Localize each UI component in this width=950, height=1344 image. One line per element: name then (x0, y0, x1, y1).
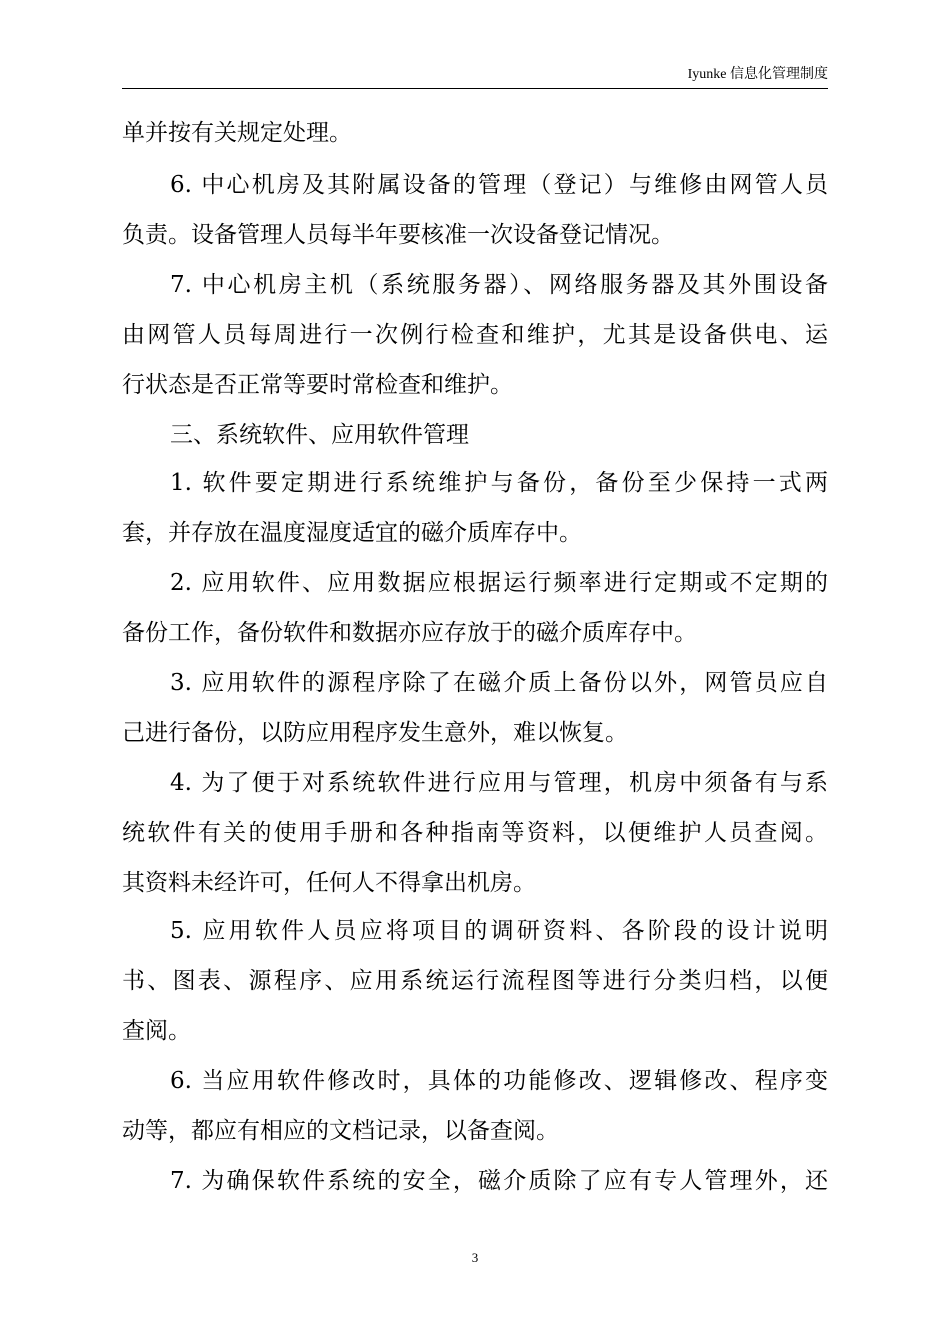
header-rule (122, 88, 828, 89)
text-line-sw-item-7-start: 7. 为确保软件系统的安全，磁介质除了应有专人管理外，还 (170, 1168, 828, 1194)
text-line-sw-item-5-start: 5. 应用软件人员应将项目的调研资料、各阶段的设计说明 (170, 918, 828, 944)
text-line-sw-item-3-start: 3. 应用软件的源程序除了在磁介质上备份以外，网管员应自 (170, 670, 828, 696)
text-line-sw-item-2-end: 备份工作，备份软件和数据亦应存放于的磁介质库存中。 (122, 620, 697, 646)
text-line-sw-item-4-end: 其资料未经许可，任何人不得拿出机房。 (122, 870, 536, 896)
text-line-continuation: 单并按有关规定处理。 (122, 120, 352, 146)
text-line-sw-item-1-start: 1. 软件要定期进行系统维护与备份，备份至少保持一式两 (170, 470, 828, 496)
section-heading: 三、系统软件、应用软件管理 (170, 422, 469, 448)
text-line-sw-item-2-start: 2. 应用软件、应用数据应根据运行频率进行定期或不定期的 (170, 570, 828, 596)
text-line-sw-item-4-middle: 统软件有关的使用手册和各种指南等资料，以便维护人员查阅。 (122, 820, 828, 846)
text-line-item-6-start: 6. 中心机房及其附属设备的管理（登记）与维修由网管人员 (170, 172, 828, 198)
text-line-item-6-end: 负责。设备管理人员每半年要核准一次设备登记情况。 (122, 222, 674, 248)
text-line-item-7-start: 7. 中心机房主机（系统服务器）、网络服务器及其外围设备 (170, 272, 828, 298)
running-header: Iyunke 信息化管理制度 (687, 67, 828, 82)
text-line-sw-item-5-middle: 书、图表、源程序、应用系统运行流程图等进行分类归档，以便 (122, 968, 828, 994)
text-line-item-7-middle: 由网管人员每周进行一次例行检查和维护，尤其是设备供电、运 (122, 322, 828, 348)
text-line-sw-item-3-end: 己进行备份，以防应用程序发生意外，难以恢复。 (122, 720, 628, 746)
text-line-sw-item-6-end: 动等，都应有相应的文档记录，以备查阅。 (122, 1118, 559, 1144)
text-line-sw-item-5-end: 查阅。 (122, 1018, 191, 1044)
text-line-sw-item-4-start: 4. 为了便于对系统软件进行应用与管理，机房中须备有与系 (170, 770, 828, 796)
text-line-item-7-end: 行状态是否正常等要时常检查和维护。 (122, 372, 513, 398)
text-line-sw-item-1-end: 套，并存放在温度湿度适宜的磁介质库存中。 (122, 520, 582, 546)
text-line-sw-item-6-start: 6. 当应用软件修改时，具体的功能修改、逻辑修改、程序变 (170, 1068, 828, 1094)
page-number: 3 (471, 1250, 479, 1265)
